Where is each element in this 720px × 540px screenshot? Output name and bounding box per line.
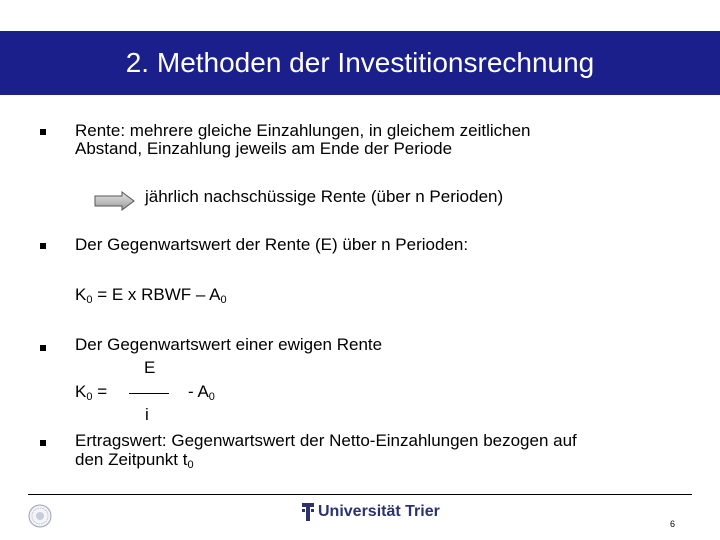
formula-k: K <box>75 285 87 304</box>
bullet-marker <box>40 129 46 135</box>
right-arrow-icon <box>94 191 136 211</box>
page-number: 6 <box>670 519 676 529</box>
arrow-text: jährlich nachschüssige Rente (über n Perioden) <box>145 187 504 206</box>
bullet-2-text: Der Gegenwartswert der Rente (E) über n Perioden: <box>75 235 469 254</box>
slide-title: 2. Methoden der Investitionsrechnung <box>125 47 595 78</box>
formula-k-subscript: 0 <box>86 391 93 403</box>
bullet-marker <box>40 345 46 351</box>
formula-minus-a0 <box>188 382 215 407</box>
bullet-1-line-2: Abstand, Einzahlung jeweils am Ende der Periode <box>75 139 453 158</box>
bullet-3-text: Der Gegenwartswert einer ewigen Rente <box>75 335 383 354</box>
bullet-4-line-1: Ertragswert: Gegenwartswert der Netto-Einzahlungen bezogen auf <box>75 431 577 450</box>
bullet-marker <box>40 440 46 446</box>
formula-a-subscript: 0 <box>208 391 215 403</box>
formula-k0-equals <box>75 382 107 407</box>
formula-numerator: E <box>144 358 156 377</box>
formula-a-subscript: 0 <box>220 294 227 306</box>
formula-middle: = E x RBWF – A <box>92 285 221 304</box>
university-seal-icon <box>28 503 52 529</box>
bullet-1-line-1: Rente: mehrere gleiche Einzahlungen, in gleichem zeitlichen <box>75 121 531 140</box>
formula-equals: = <box>92 382 108 401</box>
bullet-4-line-2-text: den Zeitpunkt t <box>75 450 188 469</box>
formula-k: K <box>75 382 87 401</box>
title-bar <box>0 31 720 95</box>
university-logo-text: Universität Trier <box>318 503 440 520</box>
formula-minus-a: - A <box>188 382 209 401</box>
formula-present-value <box>75 285 227 310</box>
footer-divider <box>28 494 692 495</box>
university-logo-icon <box>301 502 315 522</box>
bullet-marker <box>40 243 46 249</box>
bullet-4-subscript: 0 <box>187 459 194 471</box>
formula-denominator: i <box>145 405 149 424</box>
formula-k-subscript: 0 <box>86 294 93 306</box>
bullet-4-line-2 <box>75 450 194 475</box>
fraction-line <box>129 393 169 394</box>
